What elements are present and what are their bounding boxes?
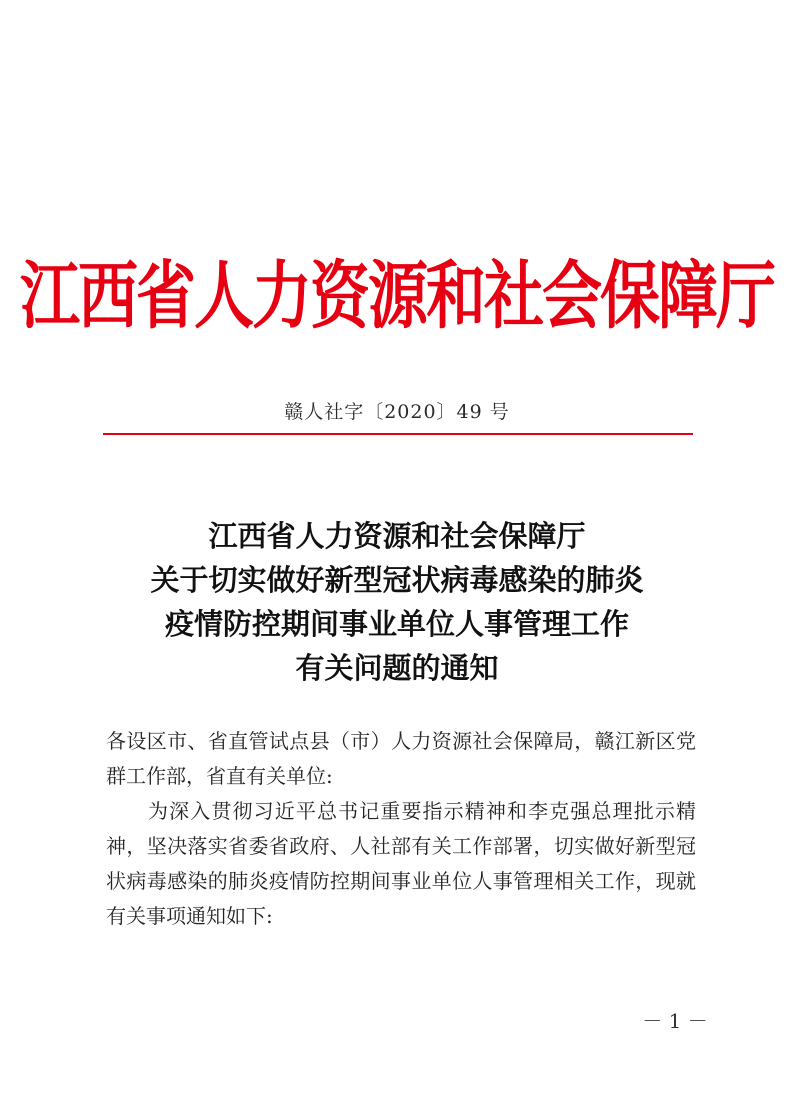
red-separator-line	[103, 433, 693, 435]
title-line: 江西省人力资源和社会保障厅	[208, 519, 586, 553]
document-number: 赣人社字〔2020〕49 号	[284, 401, 510, 423]
document-body	[106, 724, 696, 934]
recipients-paragraph: 各设区市、省直管试点县（市）人力资源社会保障局，赣江新区党群工作部，省直有关单位:	[106, 729, 696, 788]
title-line: 疫情防控期间事业单位人事管理工作	[164, 607, 629, 641]
body-paragraph: 为深入贯彻习近平总书记重要指示精神和李克强总理批示精神，坚决落实省委省政府、人社部有关工作部署，切实做好新型冠状病毒感染的肺炎疫情防控期间事业单位人事管理相关工作，现就有关事项通知如下:	[106, 799, 696, 928]
page-number: － 1 －	[642, 1009, 708, 1033]
document-title	[0, 514, 794, 690]
issuing-authority-header: 江西省人力资源和社会保障厅	[20, 254, 774, 340]
title-line: 关于切实做好新型冠状病毒感染的肺炎	[150, 563, 644, 597]
title-line: 有关问题的通知	[295, 651, 499, 685]
